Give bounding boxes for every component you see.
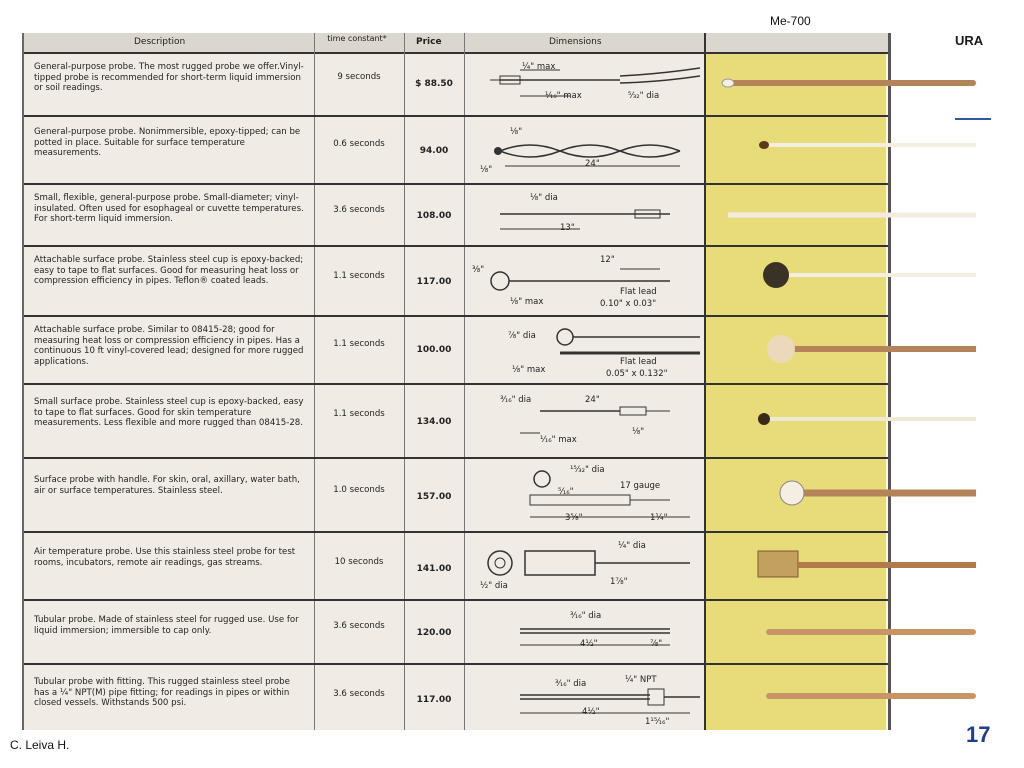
row-description: General-purpose probe. Nonimmersible, epoxy-tipped; can be potted in place. Suitable for surface temperature measurements. [34,127,301,158]
row-price: 108.00 [416,211,452,221]
table-row [24,385,888,459]
dimension-label: 1¹⁵⁄₁₆" [645,717,670,727]
dimension-drawing [470,463,700,529]
slide-code: Me-700 [770,14,811,28]
probe-photo [706,601,976,663]
row-price: 100.00 [416,345,452,355]
probe-photo [706,117,976,183]
row-time-constant: 1.0 seconds [333,485,385,495]
header-dimensions: Dimensions [549,37,602,47]
probe-photo [706,317,976,383]
row-time-constant: 9 seconds [337,72,381,82]
probe-diagram [470,58,700,113]
dimension-label: ⅞" dia [508,331,536,341]
dimension-drawing [470,189,700,244]
probe-photo [706,385,976,457]
probe-photo [706,247,976,315]
dimension-label: ³⁄₁₆" dia [500,395,532,405]
row-description: Small surface probe. Stainless steel cup is epoxy-backed, easy to tape to flat surfaces. Good for skin temperature measurements. Less flexible and more rugged than 08415-28. [34,397,304,428]
table-row [24,317,888,385]
row-price: 157.00 [416,492,452,502]
row-price: 94.00 [419,146,449,156]
dimension-label: ³⁄₁₆" dia [555,679,587,689]
dimension-drawing [470,321,700,381]
dimension-label: ³⁄₁₆" dia [570,611,602,621]
dimension-label: ⅛" [480,165,493,175]
row-time-constant: 10 seconds [334,557,384,567]
row-description: Attachable surface probe. Similar to 08415-28; good for measuring heat loss or compression efficiency in pipes. Has a continuous 10 ft vinyl-covered lead; designed for more rugged applications. [34,325,304,367]
table-row [24,533,888,601]
row-description: Small, flexible, general-purpose probe. Small-diameter; vinyl-insulated. Often used for esophageal or cuvette temperatures. For short-term liquid immersion. [34,193,304,224]
probe-diagram [470,251,700,315]
dimension-label: ⅛" dia [530,193,558,203]
table-row [24,459,888,533]
dimension-drawing [470,605,700,661]
probe-photo [706,665,976,730]
dimension-label: Flat lead [620,357,657,367]
dimension-label: 4½" [582,707,600,717]
row-time-constant: 1.1 seconds [333,409,385,419]
dimension-drawing [470,251,700,315]
row-time-constant: 0.6 seconds [333,139,385,149]
dimension-label: Flat lead [620,287,657,297]
dimension-drawing [470,537,700,597]
probe-diagram [470,189,700,244]
author-footer: C. Leiva H. [10,738,70,752]
row-time-constant: 1.1 seconds [333,339,385,349]
row-price: 117.00 [416,277,452,287]
dimension-drawing [470,121,700,181]
dimension-label: 4½" [580,639,598,649]
dimension-drawing [470,389,700,455]
dimension-label: ¹⁄₁₆" max [545,91,582,101]
dimension-drawing [470,58,700,113]
dimension-label: ⅛" [510,127,523,137]
dimension-label: 1⅞" [610,577,628,587]
dimension-label: ⅛" max [512,365,546,375]
row-price: 120.00 [416,628,452,638]
dimension-label: ⅜" [472,265,485,275]
row-description: Attachable surface probe. Stainless steel cup is epoxy-backed; easy to tape to flat surfaces. Good for measuring heat loss or compression efficiency in pipes. Teflon® coated leads. [34,255,304,286]
row-price: $ 88.50 [415,79,453,89]
dimension-label: 1¼" [650,513,668,523]
table-row [24,247,888,317]
header-price: Price [416,37,442,47]
probe-photo [706,459,976,531]
table-row [24,665,888,730]
dimension-label: ¹⁵⁄₃₂" dia [570,465,605,475]
dimension-label: ¼" max [522,62,556,72]
dimension-label: 0.05" x 0.132" [606,369,668,379]
probe-diagram [470,121,700,181]
dimension-label: ⅛" [632,427,645,437]
dimension-label: 3⅝" [565,513,583,523]
row-time-constant: 3.6 seconds [333,205,385,215]
dimension-label: 13" [560,223,575,233]
dimension-label: 17 gauge [620,481,661,491]
row-price: 117.00 [416,695,452,705]
table-header [24,33,888,54]
header-time-constant: time constant* [327,34,387,43]
dimension-label: 24" [585,159,600,169]
header-description: Description [134,37,186,47]
corner-title-fragment: URA [955,33,984,48]
dimension-label: ½" dia [480,581,508,591]
row-time-constant: 3.6 seconds [333,689,385,699]
row-description: Air temperature probe. Use this stainless steel probe for test rooms, incubators, remote air readings, gas streams. [34,547,296,568]
probe-catalog-image [22,33,891,730]
probe-photo [706,54,976,115]
dimension-drawing [470,669,700,729]
dimension-label: ⁵⁄₃₂" dia [628,91,660,101]
dimension-label: ¹⁄₁₆" max [540,435,577,445]
row-time-constant: 1.1 seconds [333,271,385,281]
table-row [24,185,888,247]
table-row [24,601,888,665]
row-price: 134.00 [416,417,452,427]
probe-photo [706,185,976,245]
dimension-label: ⅞" [650,639,663,649]
slide-page-number: 17 [966,722,991,747]
table-row [24,117,888,185]
probe-photo [706,533,976,599]
dimension-label: 0.10" x 0.03" [600,299,657,309]
row-description: Tubular probe with fitting. This rugged stainless steel probe has a ¼" NPT(M) pipe fitting; for readings in pipes or within closed vessels. Withstands 500 psi. [34,677,290,708]
dimension-label: ¼" NPT [625,675,657,685]
dimension-label: ⅛" max [510,297,544,307]
table-row [24,54,888,117]
row-time-constant: 3.6 seconds [333,621,385,631]
dimension-label: ¼" dia [618,541,646,551]
row-description: Tubular probe. Made of stainless steel for rugged use. Use for liquid immersion; immersible to cap only. [34,615,299,636]
dimension-label: 12" [600,255,615,265]
row-description: Surface probe with handle. For skin, oral, axillary, water bath, air or surface temperatures. Stainless steel. [34,475,300,496]
dimension-label: ⁵⁄₁₆" [558,487,574,497]
dimension-label: 24" [585,395,600,405]
row-description: General-purpose probe. The most rugged probe we offer.Vinyl-tipped probe is recommended for short-term liquid immersion or soil readings. [34,62,304,93]
row-price: 141.00 [416,564,452,574]
